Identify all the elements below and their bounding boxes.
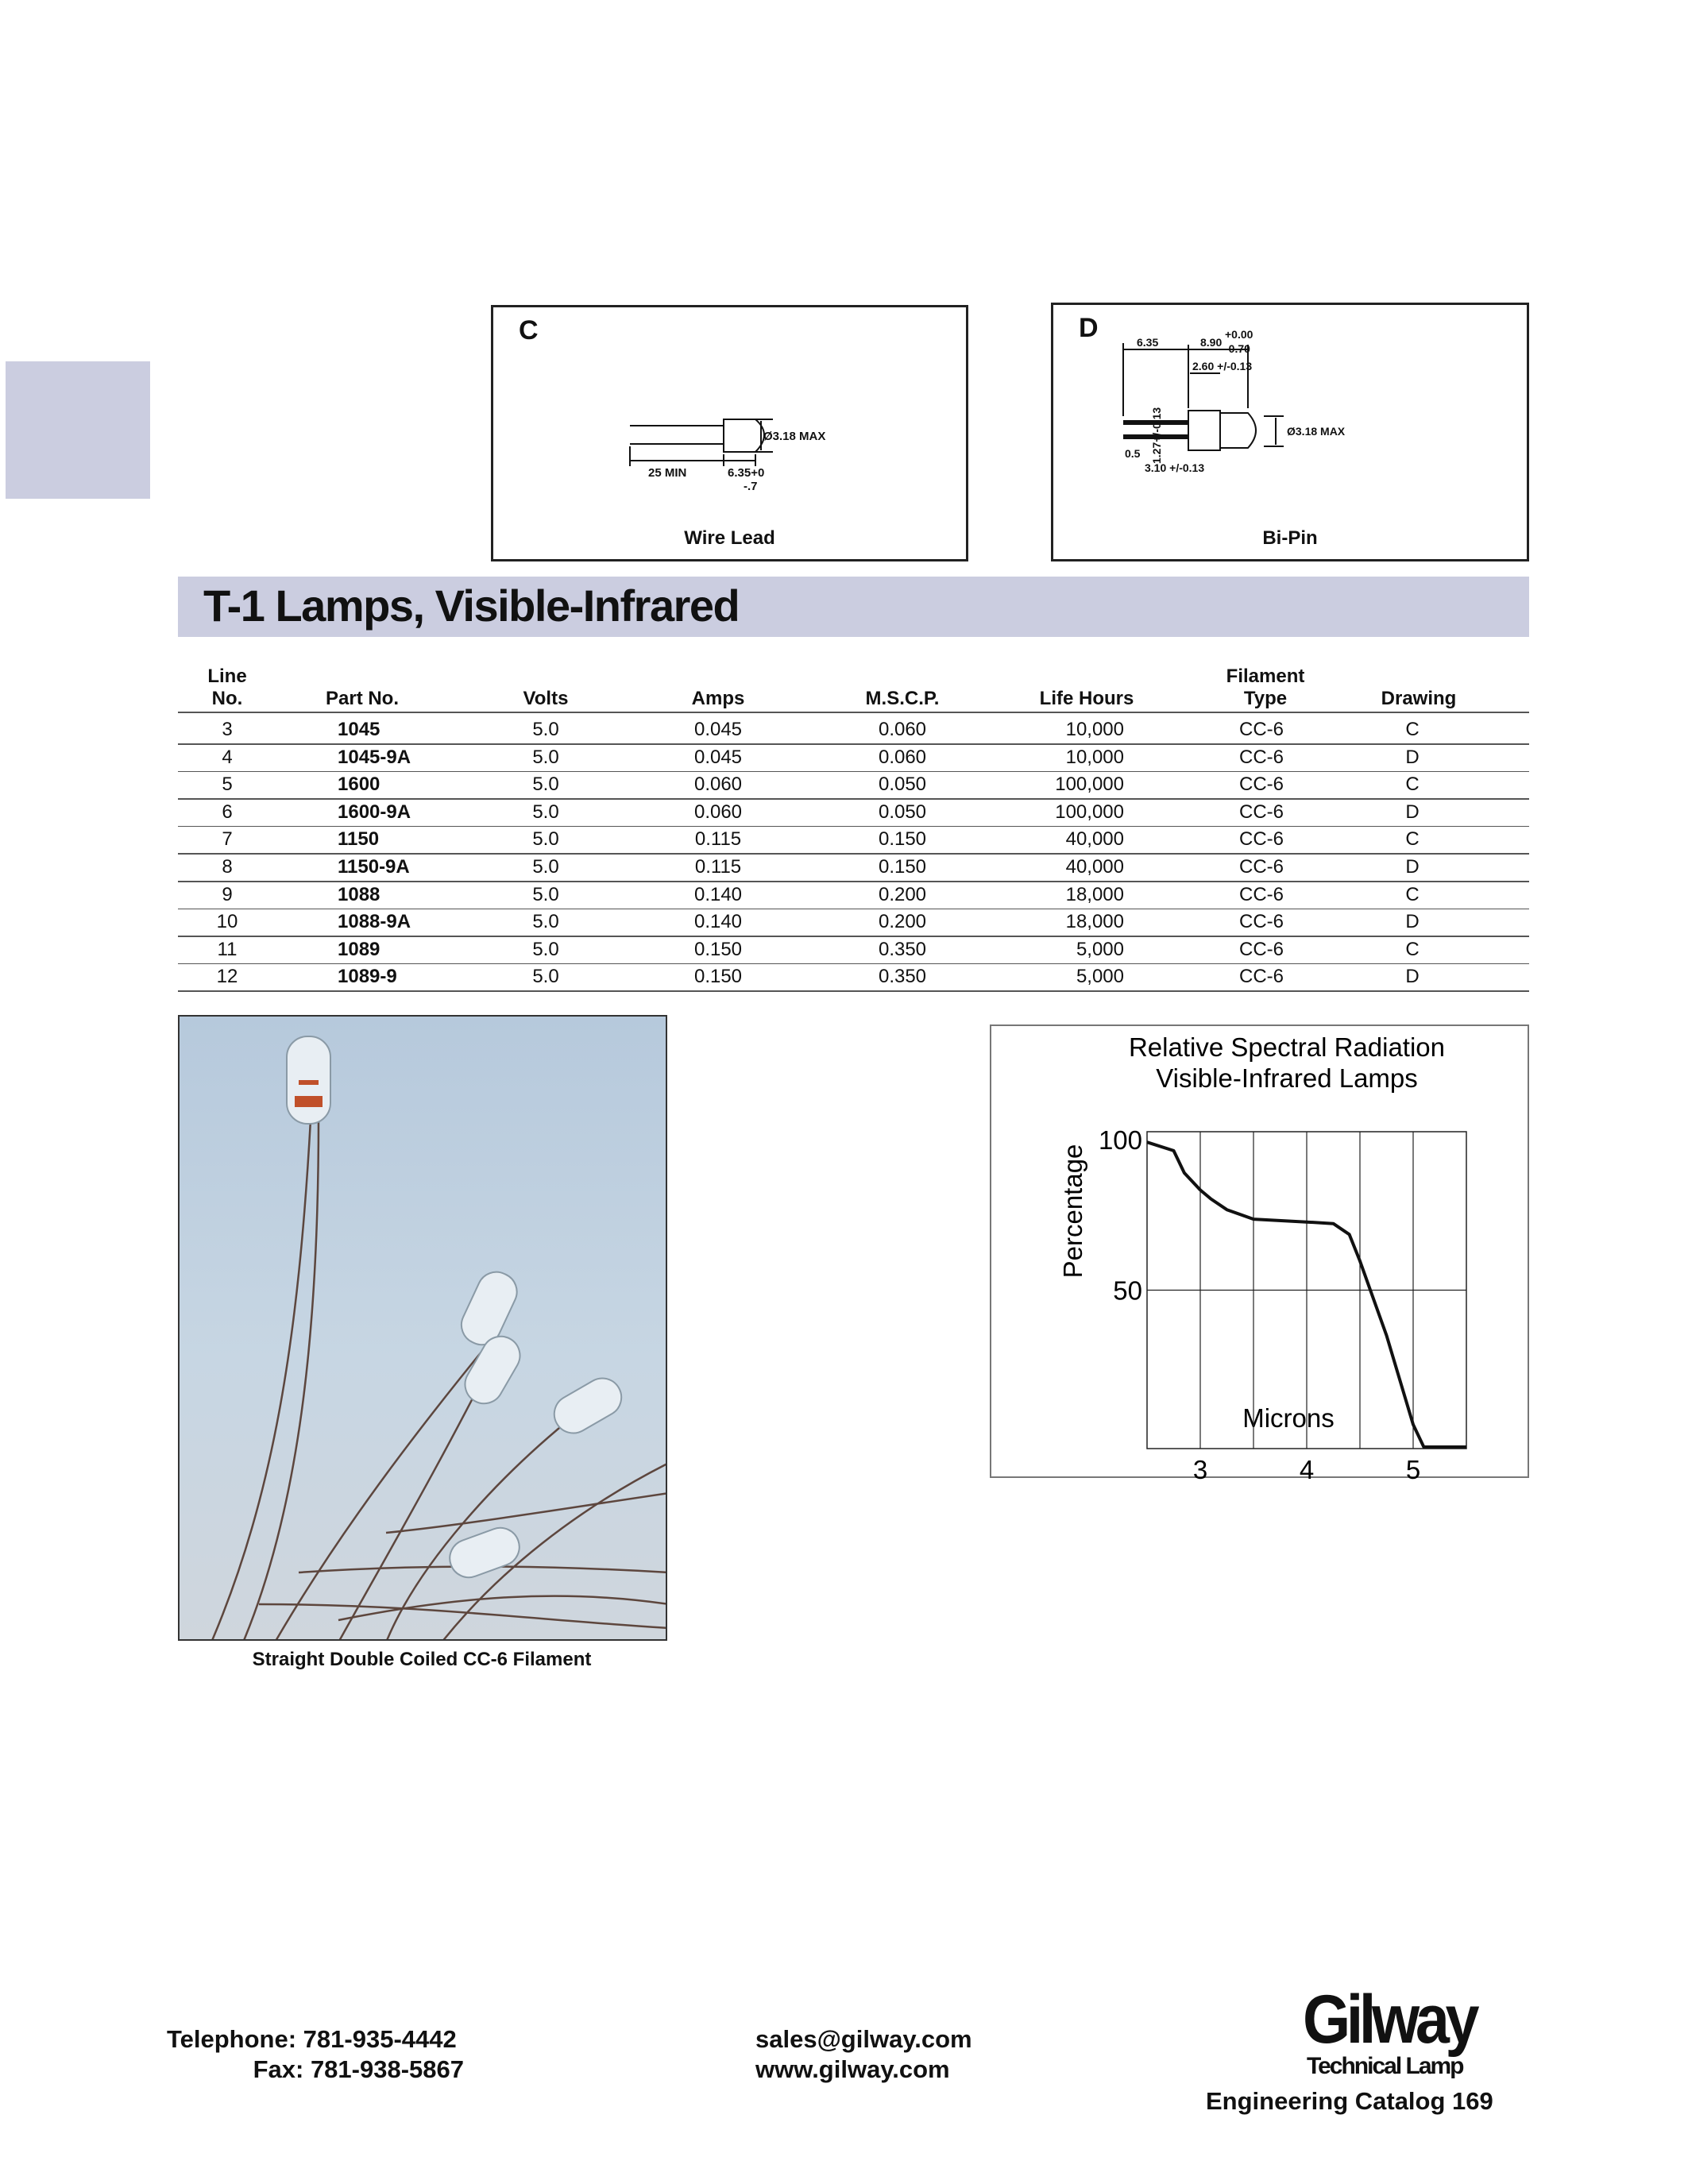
- cell-line: 5: [222, 774, 233, 796]
- telephone-line: [167, 2025, 457, 2054]
- cell-line: 3: [222, 719, 233, 740]
- dim-bulb-tolerance: -.7: [744, 480, 758, 493]
- cell-filament: CC-6: [1238, 911, 1284, 933]
- col-header-line: No.: [211, 688, 243, 709]
- cell-part: 1088-9A: [338, 911, 411, 933]
- cell-mscp: 0.150: [878, 828, 927, 851]
- cell-life: 10,000: [1065, 746, 1124, 768]
- y-tick-label: 100: [1098, 1125, 1142, 1155]
- cell-drawing: C: [1405, 883, 1420, 905]
- cell-mscp: 0.150: [878, 856, 927, 878]
- cell-part: 1600-9A: [338, 801, 411, 823]
- chart-subtitle: Visible-Infrared Lamps: [1156, 1063, 1418, 1093]
- catalog-label: Engineering Catalog 169: [1206, 2087, 1493, 2115]
- cell-part: 1088: [338, 883, 380, 905]
- cell-filament: CC-6: [1238, 856, 1284, 878]
- cell-amps: 0.045: [693, 719, 743, 740]
- dim-base: 2.60 +/-0.13: [1192, 360, 1253, 372]
- cell-part: 1600: [338, 774, 380, 796]
- cell-life: 40,000: [1065, 828, 1124, 851]
- drawing-letter: D: [1079, 313, 1099, 343]
- chart-title: Relative Spectral Radiation: [1128, 1032, 1446, 1062]
- cell-filament: CC-6: [1238, 746, 1284, 768]
- cell-line: 8: [222, 856, 233, 878]
- x-tick-label: 5: [1405, 1455, 1421, 1484]
- cell-life: 18,000: [1065, 911, 1124, 933]
- cell-drawing: C: [1405, 774, 1420, 796]
- section-title: T-1 Lamps, Visible-Infrared: [203, 581, 740, 631]
- cell-volts: 5.0: [532, 966, 559, 988]
- cell-filament: CC-6: [1238, 966, 1284, 988]
- cell-drawing: C: [1405, 828, 1420, 851]
- cell-line: 9: [222, 883, 233, 905]
- cell-line: 7: [222, 828, 233, 851]
- cell-line: 10: [216, 911, 238, 933]
- cell-filament: CC-6: [1238, 828, 1284, 851]
- cell-volts: 5.0: [532, 938, 559, 960]
- fax-number: 781-938-5867: [310, 2055, 464, 2083]
- cell-line: 11: [217, 938, 238, 960]
- col-header-drawing: Drawing: [1381, 688, 1457, 709]
- cell-part: 1045-9A: [338, 746, 411, 768]
- cell-amps: 0.150: [693, 966, 743, 988]
- dim-lead-length: 25 MIN: [648, 466, 687, 480]
- drawing-letter: C: [519, 315, 539, 345]
- gilway-logo: Gilway: [1303, 1981, 1476, 2058]
- cell-amps: 0.150: [693, 938, 743, 960]
- telephone-number: 781-935-4442: [303, 2025, 457, 2053]
- cell-amps: 0.115: [694, 856, 742, 878]
- cell-life: 10,000: [1065, 719, 1124, 740]
- cell-filament: CC-6: [1238, 774, 1284, 796]
- cell-filament: CC-6: [1238, 883, 1284, 905]
- cell-volts: 5.0: [532, 719, 559, 740]
- y-tick-label: 50: [1113, 1275, 1142, 1306]
- col-header-filament: Type: [1243, 688, 1288, 709]
- telephone-label: Telephone:: [167, 2025, 297, 2053]
- cell-life: 40,000: [1065, 856, 1124, 878]
- cell-filament: CC-6: [1238, 719, 1284, 740]
- cell-volts: 5.0: [532, 856, 559, 878]
- cell-line: 12: [216, 966, 238, 988]
- cell-part: 1089-9: [338, 966, 397, 988]
- cell-line: 6: [222, 801, 233, 823]
- cell-amps: 0.115: [694, 828, 742, 851]
- cell-volts: 5.0: [532, 746, 559, 768]
- x-tick-label: 3: [1192, 1455, 1208, 1484]
- cell-amps: 0.140: [693, 883, 743, 905]
- drawing-caption: Wire Lead: [684, 527, 775, 549]
- col-header-part: Part No.: [325, 688, 400, 709]
- cell-mscp: 0.060: [878, 746, 927, 768]
- cell-part: 1150: [338, 828, 380, 851]
- cell-amps: 0.060: [693, 774, 743, 796]
- cell-mscp: 0.200: [878, 911, 927, 933]
- cell-volts: 5.0: [532, 883, 559, 905]
- col-header-life: Life Hours: [1039, 688, 1134, 709]
- cell-drawing: D: [1405, 801, 1420, 823]
- cell-drawing: D: [1405, 856, 1420, 878]
- cell-mscp: 0.050: [878, 801, 927, 823]
- email-link[interactable]: sales@gilway.com: [755, 2025, 972, 2053]
- photo-caption: Straight Double Coiled CC-6 Filament: [252, 1649, 592, 1670]
- cell-part: 1089: [338, 938, 380, 960]
- cell-drawing: D: [1405, 746, 1420, 768]
- cell-drawing: C: [1405, 719, 1420, 740]
- cell-mscp: 0.350: [878, 938, 927, 960]
- col-header-line-top: Line: [207, 666, 247, 687]
- chart-xlabel: Microns: [1242, 1403, 1335, 1433]
- cell-volts: 5.0: [532, 801, 559, 823]
- dim-diameter: Ø3.18 MAX: [763, 430, 826, 443]
- cell-volts: 5.0: [532, 911, 559, 933]
- cell-life: 18,000: [1065, 883, 1124, 905]
- chart-ylabel: Percentage: [1058, 1144, 1087, 1279]
- dim-tol-minus: -0.70: [1225, 342, 1250, 355]
- dim-spacing: 3.10 +/-0.13: [1145, 461, 1205, 474]
- cell-mscp: 0.060: [878, 719, 927, 740]
- cell-drawing: D: [1405, 911, 1420, 933]
- x-tick-label: 4: [1299, 1455, 1315, 1484]
- cell-drawing: C: [1405, 938, 1420, 960]
- cell-mscp: 0.050: [878, 774, 927, 796]
- cell-amps: 0.140: [693, 911, 743, 933]
- drawing-caption: Bi-Pin: [1262, 527, 1318, 549]
- cell-volts: 5.0: [532, 774, 559, 796]
- col-header-filament-top: Filament: [1226, 666, 1305, 687]
- dim-bulb-length: 6.35+0: [728, 466, 765, 480]
- cell-line: 4: [222, 746, 233, 768]
- cell-filament: CC-6: [1238, 938, 1284, 960]
- dim-diameter: Ø3.18 MAX: [1287, 425, 1346, 438]
- cell-volts: 5.0: [532, 828, 559, 851]
- cell-life: 5,000: [1076, 938, 1124, 960]
- fax-line: [253, 2055, 464, 2084]
- cell-part: 1150-9A: [338, 856, 410, 878]
- cell-life: 100,000: [1055, 801, 1124, 823]
- dim-pitch: 1.27+/-0.13: [1150, 407, 1163, 464]
- cell-part: 1045: [338, 719, 380, 740]
- cell-mscp: 0.350: [878, 966, 927, 988]
- fax-label: Fax:: [253, 2055, 304, 2083]
- cell-amps: 0.060: [693, 801, 743, 823]
- cell-life: 5,000: [1076, 966, 1124, 988]
- cell-life: 100,000: [1055, 774, 1124, 796]
- gilway-logo-tagline: Technical Lamp: [1307, 2053, 1463, 2079]
- website-link[interactable]: www.gilway.com: [755, 2055, 950, 2083]
- dim-length: 8.90: [1200, 336, 1223, 349]
- dim-pin: 0.5: [1125, 447, 1141, 460]
- col-header-amps: Amps: [691, 688, 745, 709]
- cell-mscp: 0.200: [878, 883, 927, 905]
- col-header-mscp: M.S.C.P.: [865, 688, 940, 709]
- cell-filament: CC-6: [1238, 801, 1284, 823]
- dim-lead: 6.35: [1137, 336, 1159, 349]
- cell-drawing: D: [1405, 966, 1420, 988]
- col-header-volts: Volts: [523, 688, 569, 709]
- cell-amps: 0.045: [693, 746, 743, 768]
- dim-tol-plus: +0.00: [1225, 328, 1253, 341]
